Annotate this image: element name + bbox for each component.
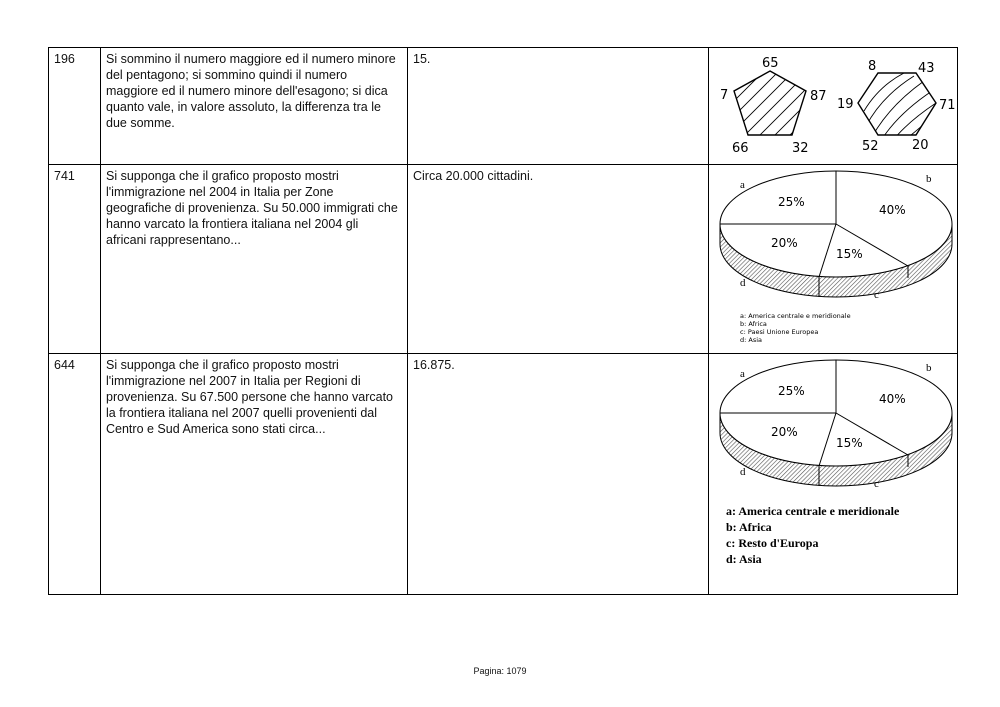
pie-slice-label: 40% <box>879 392 906 406</box>
pentagon-number: 65 <box>762 56 779 71</box>
table-row <box>49 354 958 595</box>
legend-item: c: Resto d'Europa <box>726 536 819 550</box>
legend-item: a: America centrale e meridionale <box>740 312 851 320</box>
question-text: Si sommino il numero maggiore ed il numero minore del pentagono; si sommino quindi il numero maggiore ed il numero minore dell'esagono; si dica quanto vale, in valore assoluto, la differenza tra le due somme. <box>101 48 408 165</box>
figure-cell <box>709 165 958 354</box>
answer-text: 16.875. <box>408 354 709 595</box>
hexagon-number: 52 <box>862 139 879 154</box>
pie-corner-label: a <box>740 368 745 380</box>
pie-slice-label: 15% <box>836 247 863 261</box>
pie-chart-2007 <box>714 357 962 587</box>
table-row <box>49 165 958 354</box>
pie-slice-label: 40% <box>879 203 906 217</box>
hexagon-number: 43 <box>918 61 935 76</box>
hexagon-number: 71 <box>939 98 956 113</box>
legend-item: d: Asia <box>726 552 762 566</box>
pie-corner-label: c <box>874 478 879 490</box>
pie-corner-label: b <box>926 362 932 374</box>
pie-corner-label: a <box>740 179 745 191</box>
pie-corner-label: d <box>740 277 746 289</box>
question-id: 741 <box>49 165 101 354</box>
pentagon-number: 66 <box>732 141 749 156</box>
pie-corner-label: c <box>874 289 879 301</box>
answer-text: 15. <box>408 48 709 165</box>
pentagon-number: 32 <box>792 141 809 156</box>
pie-corner-label: d <box>740 466 746 478</box>
questions-table <box>48 47 958 595</box>
answer-text: Circa 20.000 cittadini. <box>408 165 709 354</box>
pie-slice-label: 15% <box>836 436 863 450</box>
question-id: 644 <box>49 354 101 595</box>
pentagon-number: 7 <box>720 88 729 103</box>
legend-item: c: Paesi Unione Europea <box>740 328 819 336</box>
legend-item: b: Africa <box>740 320 767 328</box>
pie-slice-label: 25% <box>778 195 805 209</box>
hexagon-number: 19 <box>837 97 854 112</box>
hexagon-shape <box>858 73 936 139</box>
table-row <box>49 48 958 165</box>
legend-item: a: America centrale e meridionale <box>726 504 900 518</box>
figure-cell <box>709 354 958 595</box>
legend-item: d: Asia <box>740 336 763 344</box>
question-text: Si supponga che il grafico proposto mostri l'immigrazione nel 2004 in Italia per Zone geografiche di provenienza. Su 50.000 immigrati che hanno varcato la frontiera italiana nel 2004 gli africani rappresentano... <box>101 165 408 354</box>
page-footer: Pagina: 1079 <box>473 666 527 676</box>
pie-slice-label: 20% <box>771 425 798 439</box>
question-id: 196 <box>49 48 101 165</box>
figure-cell <box>709 48 958 165</box>
pie-chart-2004 <box>714 168 962 346</box>
legend-item: b: Africa <box>726 520 772 534</box>
hexagon-number: 20 <box>912 138 929 153</box>
pentagon-number: 87 <box>810 89 827 104</box>
pie-corner-label: b <box>926 173 932 185</box>
polygons-figure <box>714 51 962 157</box>
question-text: Si supponga che il grafico proposto mostri l'immigrazione nel 2007 in Italia per Regioni di provenienza. Su 67.500 persone che hanno varcato la frontiera italiana nel 2007 quelli provenienti dal Centro e Sud America sono stati circa... <box>101 354 408 595</box>
pie-slice-label: 25% <box>778 384 805 398</box>
hexagon-number: 8 <box>868 59 877 74</box>
pie-slice-label: 20% <box>771 236 798 250</box>
